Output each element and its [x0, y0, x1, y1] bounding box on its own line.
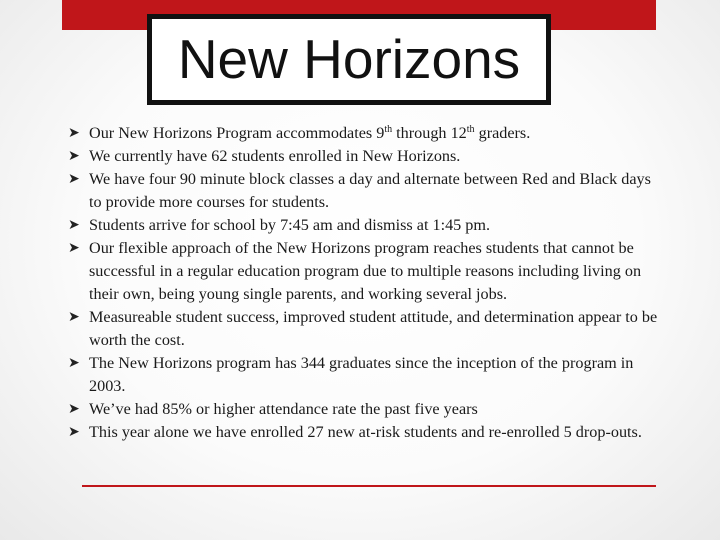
title-box	[147, 14, 551, 105]
superscript: th	[384, 124, 393, 135]
bullet-item	[68, 145, 658, 168]
bullet-item	[68, 122, 658, 145]
bullet-item	[68, 214, 658, 237]
bullet-text: The New Horizons program has 344 graduates since the inception of the program in 2003.	[89, 354, 634, 395]
bullet-text: We have four 90 minute block classes a day and alternate between Red and Black days to provide more courses for students.	[89, 170, 651, 211]
arrow-bullet-icon: ➤	[68, 424, 80, 440]
slide-content	[68, 122, 658, 444]
bullet-text: We’ve had 85% or higher attendance rate the past five years	[89, 400, 478, 418]
arrow-bullet-icon: ➤	[68, 217, 80, 233]
bullet-text: Measureable student success, improved student attitude, and determination appear to be worth the cost.	[89, 308, 658, 349]
bullet-text: We currently have 62 students enrolled in New Horizons.	[89, 147, 461, 165]
bullet-item	[68, 237, 658, 306]
slide-title: New Horizons	[177, 28, 521, 90]
bottom-divider	[82, 485, 656, 487]
bullet-text: Students arrive for school by 7:45 am and dismiss at 1:45 pm.	[89, 216, 491, 234]
arrow-bullet-icon: ➤	[68, 171, 80, 187]
superscript: th	[466, 124, 475, 135]
arrow-bullet-icon: ➤	[68, 148, 80, 164]
arrow-bullet-icon: ➤	[68, 355, 80, 371]
arrow-bullet-icon: ➤	[68, 240, 80, 256]
bullet-item	[68, 398, 658, 421]
bullet-item	[68, 421, 658, 444]
bullet-item	[68, 352, 658, 398]
bullet-text: This year alone we have enrolled 27 new at-risk students and re-enrolled 5 drop-outs.	[89, 423, 642, 441]
bullet-text: Our New Horizons Program accommodates 9th through 12th graders.	[89, 124, 531, 142]
arrow-bullet-icon: ➤	[68, 125, 80, 141]
arrow-bullet-icon: ➤	[68, 401, 80, 417]
bullet-text: Our flexible approach of the New Horizons program reaches students that cannot be successful in a regular education program due to multiple reasons including living on their own, being young single parents, and working several jobs.	[89, 239, 642, 303]
bullet-item	[68, 306, 658, 352]
arrow-bullet-icon: ➤	[68, 309, 80, 325]
bullet-list	[68, 122, 658, 444]
bullet-item	[68, 168, 658, 214]
